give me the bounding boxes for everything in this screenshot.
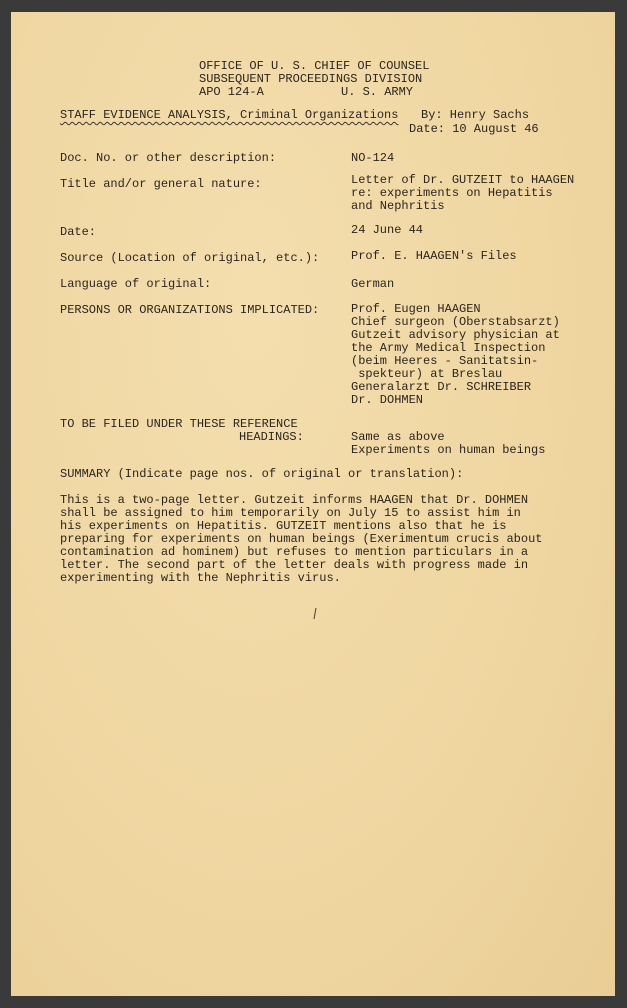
persons-line: (beim Heeres - Sanitatsin- xyxy=(351,354,539,368)
analysis-by: By: Henry Sachs xyxy=(421,108,530,122)
document-page xyxy=(11,12,615,996)
analysis-date: Date: 10 August 46 xyxy=(409,122,539,136)
title-nature-label: Title and/or general nature: xyxy=(60,177,262,191)
persons-line: Prof. Eugen HAAGEN xyxy=(351,302,481,316)
header-apo: APO 124-A xyxy=(199,85,264,99)
doc-no-label: Doc. No. or other description: xyxy=(60,151,277,165)
summary-line: shall be assigned to him temporarily on July 15 to assist him in xyxy=(60,506,521,520)
source-label: Source (Location of original, etc.): xyxy=(60,251,320,265)
analysis-title: STAFF EVIDENCE ANALYSIS, Criminal Organizations xyxy=(60,108,399,122)
pencil-mark xyxy=(311,606,319,622)
header-army: U. S. ARMY xyxy=(341,85,414,99)
persons-label: PERSONS OR ORGANIZATIONS IMPLICATED: xyxy=(60,303,320,317)
date-value: 24 June 44 xyxy=(351,223,424,237)
language-value: German xyxy=(351,277,395,291)
persons-line: Gutzeit advisory physician at xyxy=(351,328,560,342)
persons-line: spekteur) at Breslau xyxy=(351,367,503,381)
header-division: SUBSEQUENT PROCEEDINGS DIVISION xyxy=(199,72,423,86)
persons-line: the Army Medical Inspection xyxy=(351,341,546,355)
summary-line: experimenting with the Nephritis virus. xyxy=(60,571,341,585)
date-label: Date: xyxy=(60,225,97,239)
summary-line: preparing for experiments on human beings (Exerimentum crucis about xyxy=(60,532,543,546)
title-nature-line: and Nephritis xyxy=(351,199,445,213)
summary-line: contamination ad hominem) but refuses to mention particulars in a xyxy=(60,545,529,559)
filed-line: Same as above xyxy=(351,430,445,444)
title-nature-line: re: experiments on Hepatitis xyxy=(351,186,553,200)
header-office: OFFICE OF U. S. CHIEF OF COUNSEL xyxy=(199,59,430,73)
persons-line: Generalarzt Dr. SCHREIBER xyxy=(351,380,532,394)
persons-line: Dr. DOHMEN xyxy=(351,393,424,407)
source-value: Prof. E. HAAGEN's Files xyxy=(351,249,517,263)
summary-line: his experiments on Hepatitis. GUTZEIT mentions also that he is xyxy=(60,519,507,533)
summary-label: SUMMARY (Indicate page nos. of original or translation): xyxy=(60,467,464,481)
language-label: Language of original: xyxy=(60,277,212,291)
title-nature-line: Letter of Dr. GUTZEIT to HAAGEN xyxy=(351,173,575,187)
filed-line: Experiments on human beings xyxy=(351,443,546,457)
filed-label: TO BE FILED UNDER THESE REFERENCE xyxy=(60,417,298,431)
summary-line: letter. The second part of the letter deals with progress made in xyxy=(60,558,529,572)
filed-headings-label: HEADINGS: xyxy=(239,430,304,444)
persons-line: Chief surgeon (Oberstabsarzt) xyxy=(351,315,560,329)
doc-no-value: NO-124 xyxy=(351,151,395,165)
summary-line: This is a two-page letter. Gutzeit informs HAAGEN that Dr. DOHMEN xyxy=(60,493,529,507)
